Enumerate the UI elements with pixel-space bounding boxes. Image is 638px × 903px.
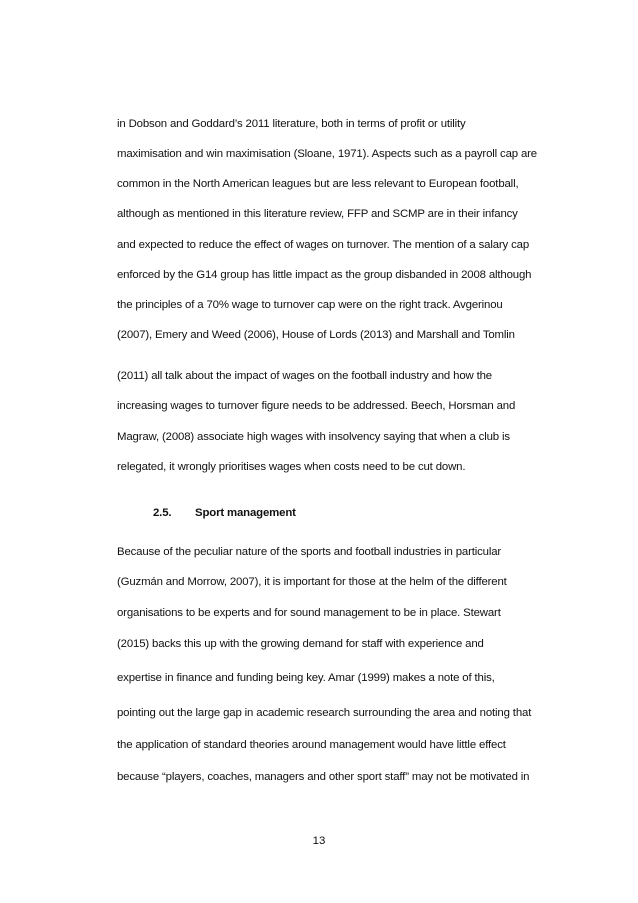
page-number: 13 bbox=[312, 835, 326, 847]
text-line: organisations to be experts and for sound management to be in place. Stewart bbox=[117, 607, 501, 619]
text-line: the principles of a 70% wage to turnover cap were on the right track. Avgerinou bbox=[117, 299, 503, 311]
text-line: expertise in finance and funding being key. Amar (1999) makes a note of this, bbox=[117, 672, 495, 684]
text-line: the application of standard theories around management would have little effect bbox=[117, 739, 506, 751]
text-line: increasing wages to turnover figure needs to be addressed. Beech, Horsman and bbox=[117, 400, 516, 412]
text-line: Magraw, (2008) associate high wages with insolvency saying that when a club is bbox=[117, 431, 510, 443]
text-line: common in the North American leagues but are less relevant to European football, bbox=[117, 178, 519, 190]
text-line: (2011) all talk about the impact of wages on the football industry and how the bbox=[117, 370, 492, 382]
text-line: pointing out the large gap in academic research surrounding the area and noting that bbox=[117, 707, 532, 719]
text-line: because “players, coaches, managers and other sport staff” may not be motivated in bbox=[117, 771, 530, 783]
text-line: relegated, it wrongly prioritises wages when costs need to be cut down. bbox=[117, 461, 466, 473]
text-line: in Dobson and Goddard’s 2011 literature, both in terms of profit or utility bbox=[117, 118, 466, 130]
text-line: (2007), Emery and Weed (2006), House of Lords (2013) and Marshall and Tomlin bbox=[117, 329, 515, 341]
text-line: (Guzmán and Morrow, 2007), it is important for those at the helm of the different bbox=[117, 576, 507, 588]
text-line: and expected to reduce the effect of wages on turnover. The mention of a salary cap bbox=[117, 239, 530, 251]
text-line: (2015) backs this up with the growing demand for staff with experience and bbox=[117, 638, 484, 650]
text-line: maximisation and win maximisation (Sloane, 1971). Aspects such as a payroll cap are bbox=[117, 148, 537, 160]
section-number: 2.5. bbox=[153, 507, 172, 519]
text-line: although as mentioned in this literature review, FFP and SCMP are in their infancy bbox=[117, 208, 518, 220]
section-title: Sport management bbox=[195, 507, 296, 519]
text-line: Because of the peculiar nature of the sports and football industries in particular bbox=[117, 546, 502, 558]
text-line: enforced by the G14 group has little impact as the group disbanded in 2008 although bbox=[117, 269, 532, 281]
